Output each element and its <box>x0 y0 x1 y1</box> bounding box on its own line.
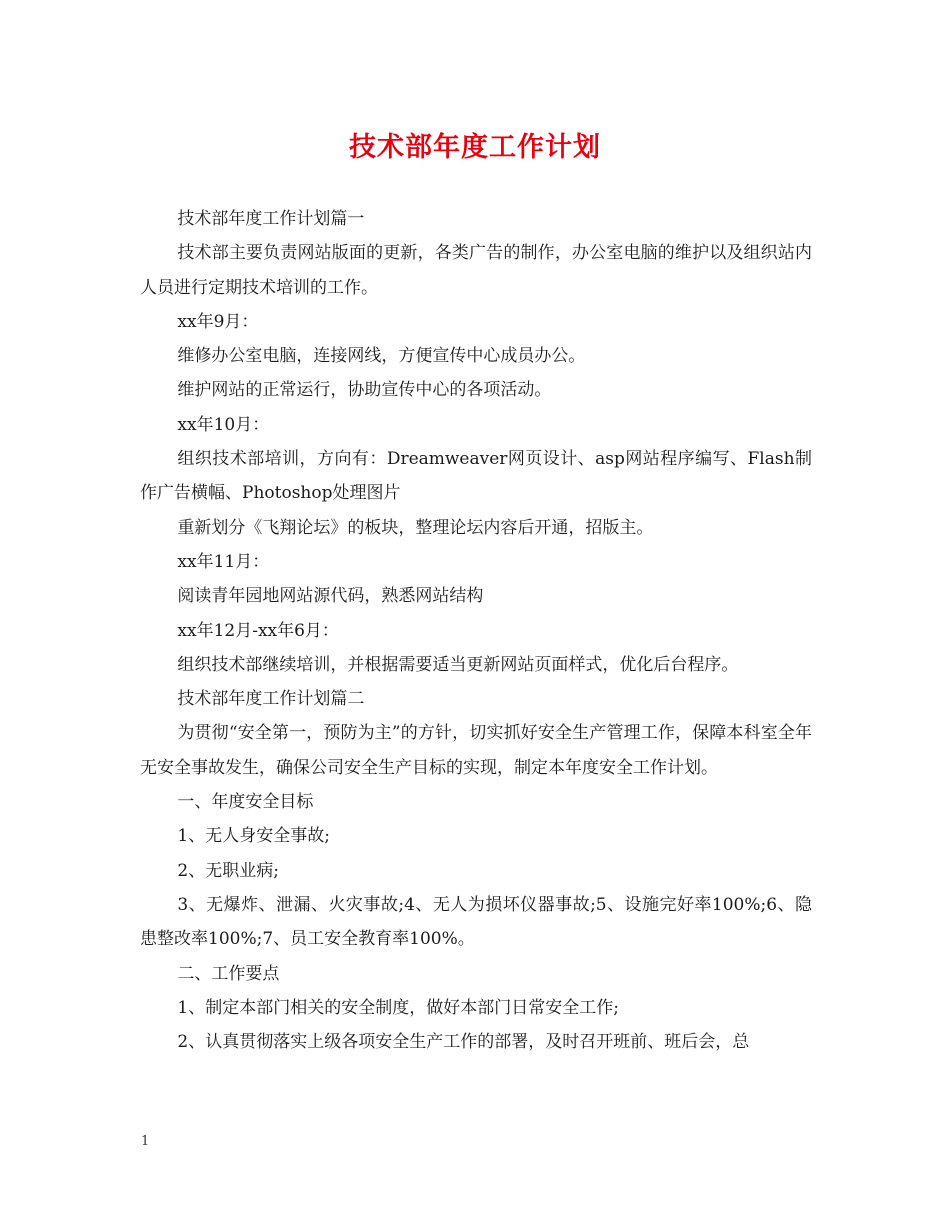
paragraph: 一、年度安全目标 <box>177 792 314 813</box>
paragraph: 维护网站的正常运行，协助宣传中心的各项活动。 <box>177 380 552 401</box>
page-title: 技术部年度工作计划 <box>349 132 601 163</box>
page-number: 1 <box>141 1134 150 1149</box>
paragraph: 维修办公室电脑，连接网线，方便宣传中心成员办公。 <box>177 346 586 367</box>
paragraph: xx年12月-xx年6月： <box>177 620 339 641</box>
paragraph: xx年11月： <box>177 551 270 572</box>
paragraph: 1、无人身安全事故; <box>177 826 330 847</box>
paragraph: 3、无爆炸、泄漏、火灾事故;4、无人为损坏仪器事故;5、设施完好率100%;6、隐患整改率100%;7、员工安全教育率100%。 <box>140 894 812 950</box>
paragraph: 为贯彻“安全第一，预防为主”的方针，切实抓好安全生产管理工作，保障本科室全年无安全事故发生，确保公司安全生产目标的实现，制定本年度安全工作计划。 <box>140 723 812 778</box>
paragraph: 阅读青年园地网站源代码，熟悉网站结构 <box>177 586 484 607</box>
paragraph: 技术部主要负责网站版面的更新，各类广告的制作，办公室电脑的维护以及组织站内人员进行定期技术培训的工作。 <box>140 243 812 298</box>
paragraph: 组织技术部培训，方向有：Dreamweaver网页设计、asp网站程序编写、Flash制作广告横幅、Photoshop处理图片 <box>140 449 812 504</box>
paragraph: 1、制定本部门相关的安全制度，做好本部门日常安全工作; <box>177 997 619 1018</box>
paragraph: xx年10月： <box>177 414 270 435</box>
paragraph: xx年9月： <box>177 311 259 332</box>
paragraph: 技术部年度工作计划篇二 <box>177 689 365 710</box>
paragraph: 2、无职业病; <box>177 860 279 881</box>
paragraph: 重新划分《飞翔论坛》的板块，整理论坛内容后开通，招版主。 <box>177 517 654 538</box>
paragraph: 组织技术部继续培训，并根据需要适当更新网站页面样式，优化后台程序。 <box>177 654 739 675</box>
paragraph: 二、工作要点 <box>177 963 280 984</box>
paragraph: 技术部年度工作计划篇一 <box>177 209 365 229</box>
paragraph: 2、认真贯彻落实上级各项安全生产工作的部署，及时召开班前、班后会，总 <box>177 1032 750 1053</box>
document-body <box>140 202 812 1059</box>
